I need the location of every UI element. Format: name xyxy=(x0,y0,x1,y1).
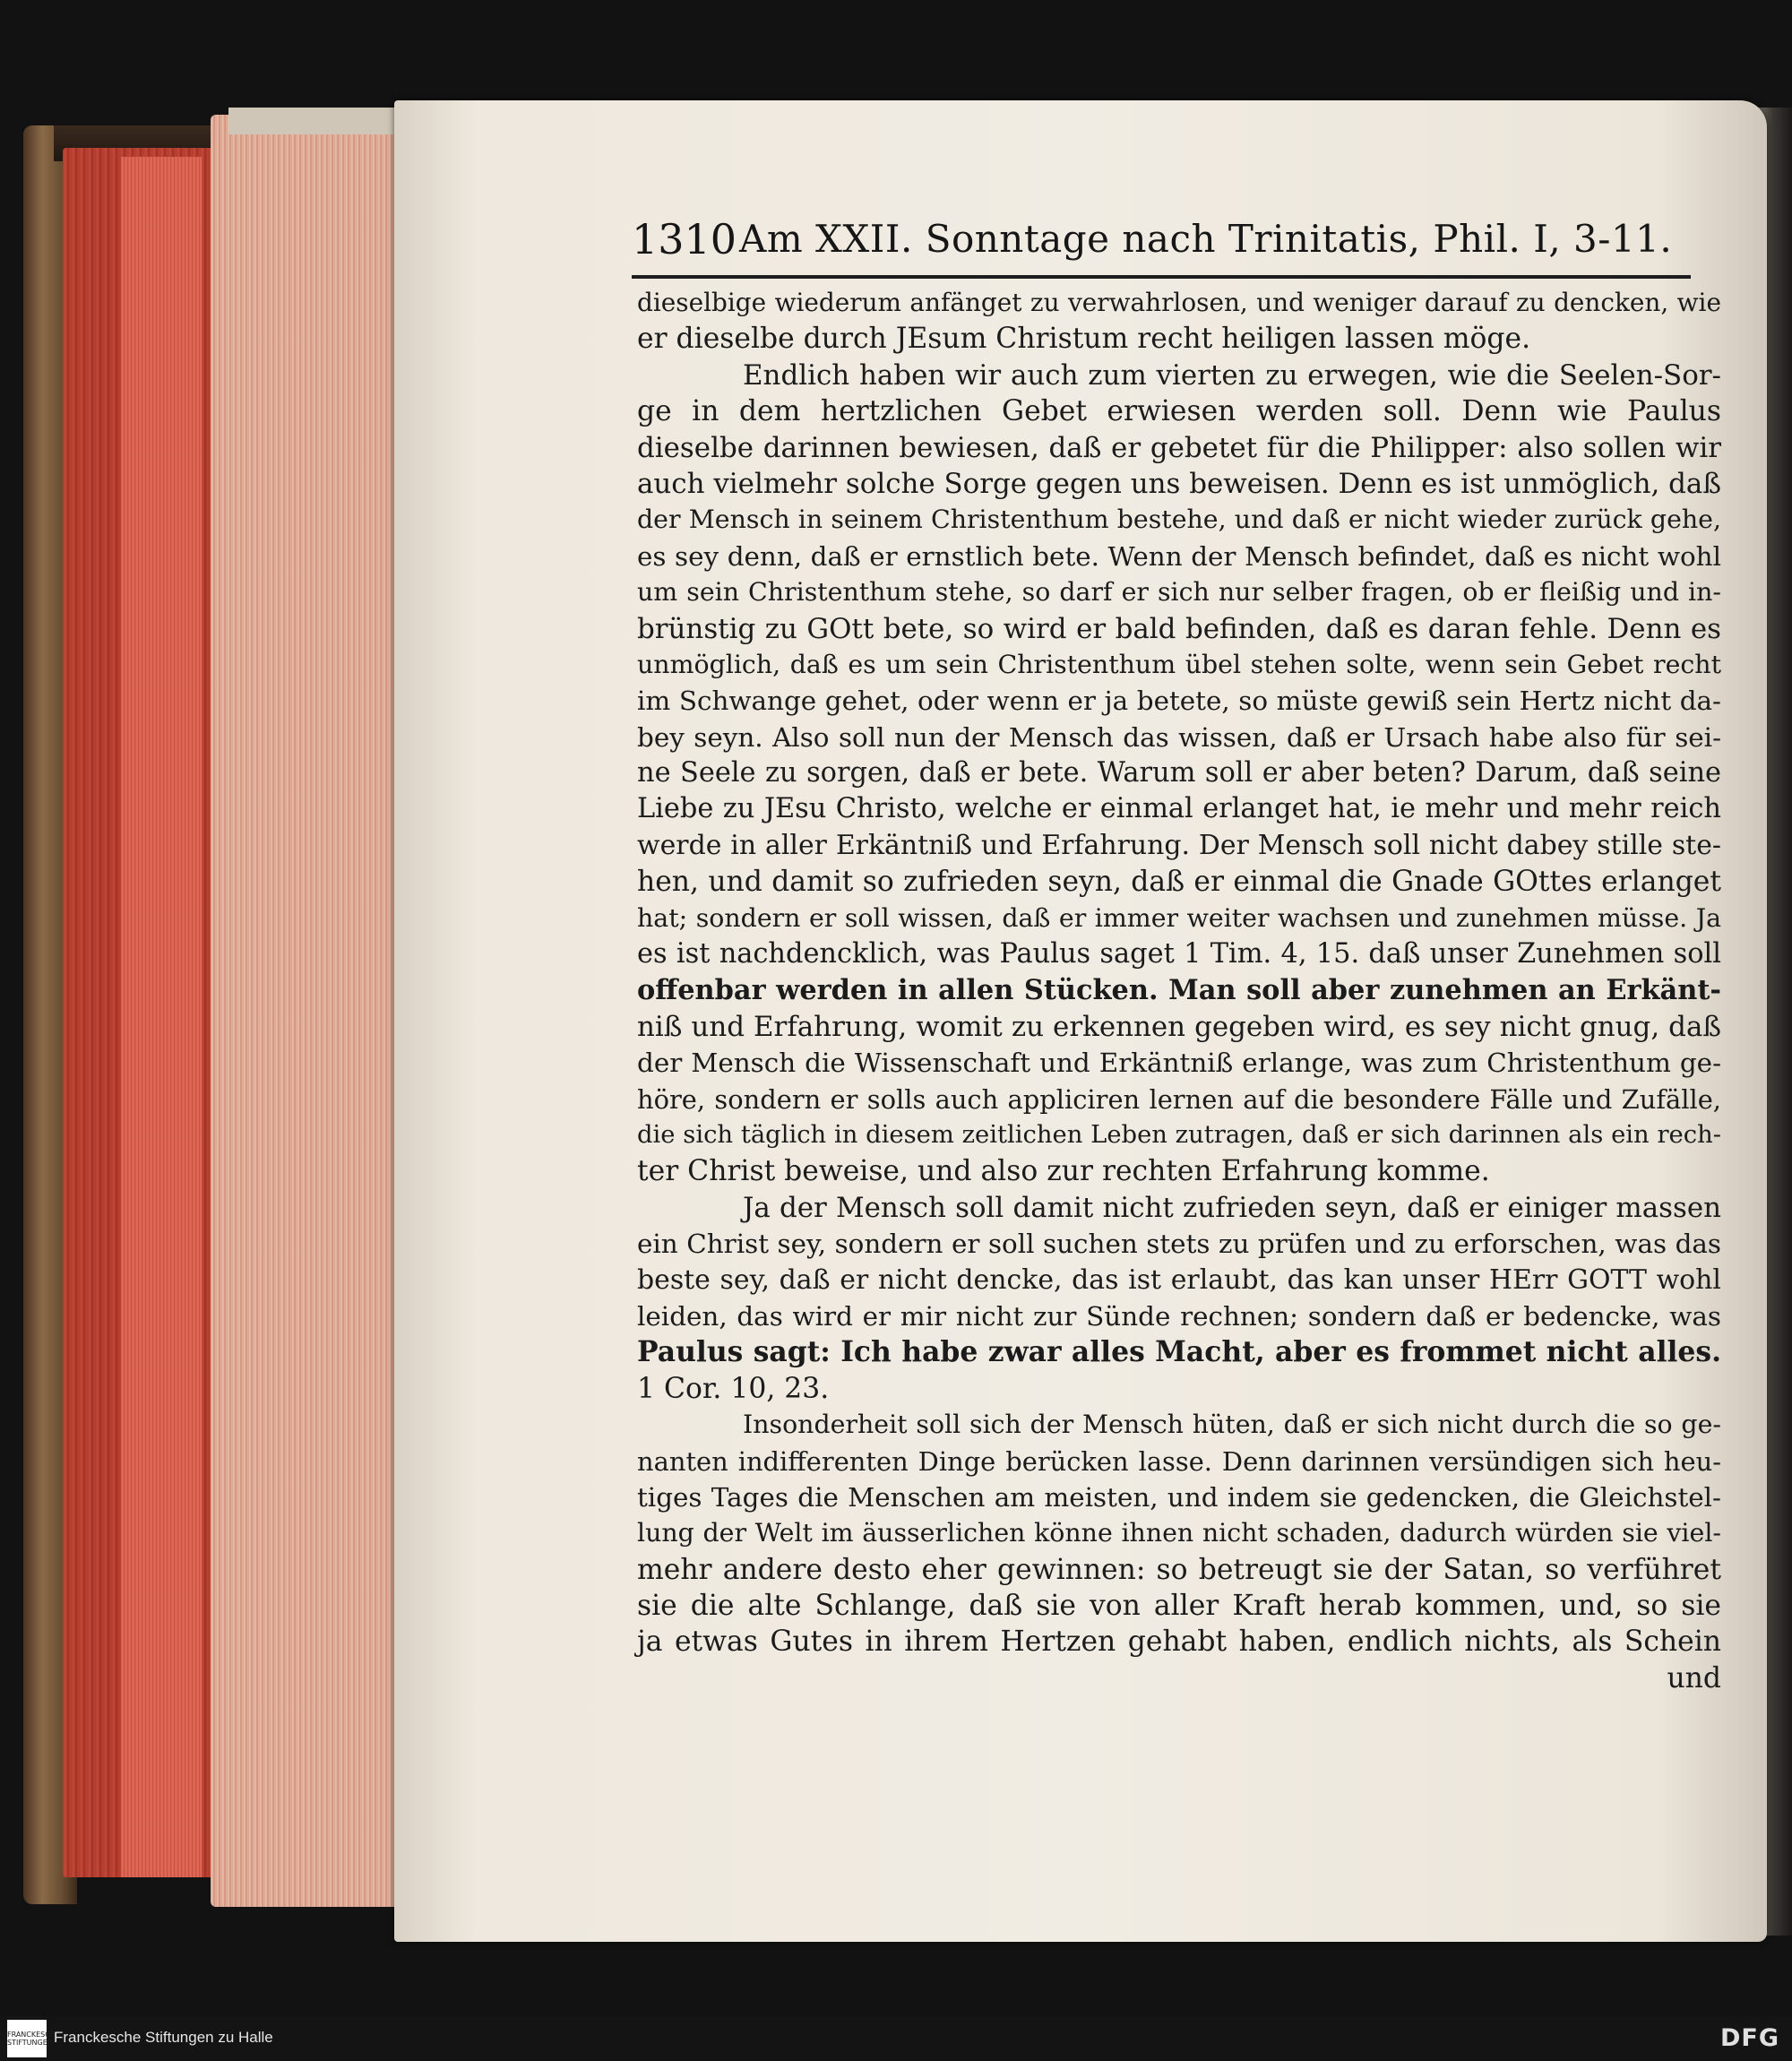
text-line: ein Christ sey, sondern er soll suchen stets zu prüfen und zu erforschen, was das xyxy=(637,1229,1721,1260)
running-header xyxy=(632,211,1691,279)
text-line: niß und Erfahrung, womit zu erkennen gegeben wird, es sey nicht gnug, daß xyxy=(637,1010,1721,1043)
dfg-logo[interactable]: DFG xyxy=(1719,2024,1779,2052)
text-line: er dieselbe durch JEsum Christum recht heiligen lassen möge. xyxy=(637,323,1531,356)
red-page-edges-inner xyxy=(121,157,202,1877)
stacked-page-edges xyxy=(211,115,399,1907)
text-line: sie die alte Schlange, daß sie von aller Kraft herab kommen, und, so sie xyxy=(637,1590,1721,1623)
text-line: hat; sondern er soll wissen, daß er immer weiter wachsen und zunehmen müsse. Ja xyxy=(637,902,1721,933)
text-line: um sein Christenthum stehe, so darf er sich nur selber fragen, ob er fleißig und in- xyxy=(637,577,1721,608)
running-title: Am XXII. Sonntage nach Trinitatis, Phil. I, 3-11. xyxy=(739,217,1673,261)
text-line: der Mensch die Wissenschaft und Erkäntniß erlange, was zum Christenthum ge- xyxy=(637,1048,1721,1079)
institution-logo[interactable] xyxy=(7,2020,60,2057)
text-line: nanten indifferenten Dinge berücken lasse. Denn darinnen versündigen sich heu- xyxy=(637,1445,1721,1477)
text-line: dieselbe darinnen bewiesen, daß er gebetet für die Philipper: also sollen wir xyxy=(637,431,1721,464)
text-line: dieselbige wiederum anfänget zu verwahrlosen, und weniger darauf zu dencken, wie xyxy=(637,288,1721,317)
text-line: auch vielmehr solche Sorge gegen uns beweisen. Denn es ist unmöglich, daß xyxy=(637,467,1721,500)
text-line: höre, sondern er solls auch appliciren lernen auf die besondere Fälle und Zufälle, xyxy=(637,1083,1721,1115)
stacked-page-top xyxy=(228,108,408,134)
text-line: der Mensch in seinem Christenthum bestehe, und daß er nicht wieder zurück gehe, xyxy=(637,504,1721,535)
text-line: im Schwange gehet, oder wenn er ja betete, so müste gewiß sein Hertz nicht da- xyxy=(637,686,1721,717)
text-line: beste sey, daß er nicht dencke, das ist erlaubt, das kan unser HErr GOTT wohl xyxy=(637,1263,1721,1296)
text-line: leiden, das wird er mir nicht zur Sünde rechnen; sondern daß er bedencke, was xyxy=(637,1300,1721,1332)
text-line: ja etwas Gutes in ihrem Hertzen gehabt haben, endlich nichts, als Schein xyxy=(637,1626,1721,1659)
page-body-text xyxy=(637,285,1721,1696)
text-line: Paulus sagt: Ich habe zwar alles Macht, aber es frommet nicht alles. xyxy=(637,1336,1721,1369)
text-line: Insonderheit soll sich der Mensch hüten, daß er sich nicht durch die so ge- xyxy=(743,1410,1721,1440)
text-line: es ist nachdencklich, was Paulus saget 1 Tim. 4, 15. daß unser Zunehmen soll xyxy=(637,938,1721,970)
text-line: ne Seele zu sorgen, daß er bete. Warum soll er aber beten? Darum, daß seine xyxy=(637,757,1721,789)
institution-name: Franckesche Stiftungen zu Halle xyxy=(54,2029,273,2046)
page-number: 1310 xyxy=(632,215,737,263)
text-line: die sich täglich in diesem zeitlichen Leben zutragen, daß er sich darinnen als ein rech- xyxy=(637,1120,1721,1149)
text-line: es sey denn, daß er ernstlich bete. Wenn der Mensch befindet, daß es nicht wohl xyxy=(637,540,1721,572)
text-line: ge in dem hertzlichen Gebet erwiesen werden soll. Denn wie Paulus xyxy=(637,395,1721,428)
text-line: brünstig zu GOtt bete, so wird er bald befinden, daß es daran fehle. Denn es xyxy=(637,612,1721,645)
text-line: werde in aller Erkäntniß und Erfahrung. Der Mensch soll nicht dabey stille ste- xyxy=(637,829,1721,861)
text-line: ter Christ beweise, und also zur rechten Erfahrung komme. xyxy=(637,1155,1490,1188)
text-line: lung der Welt im äusserlichen könne ihnen nicht schaden, dadurch würden sie viel- xyxy=(637,1518,1721,1548)
catchword: und xyxy=(1667,1661,1721,1695)
text-line: bey seyn. Also soll nun der Mensch das wissen, daß er Ursach habe also für sei- xyxy=(637,721,1721,753)
text-line: mehr andere desto eher gewinnen: so betreugt sie der Satan, so verführet xyxy=(637,1553,1721,1586)
text-line: hen, und damit so zufrieden seyn, daß er einmal die Gnade GOttes erlanget xyxy=(637,866,1721,899)
text-line: Liebe zu JEsu Christo, welche er einmal erlanget hat, ie mehr und mehr reich xyxy=(637,793,1721,825)
institution-logo-text: FRANCKESCHE STIFTUNGEN xyxy=(7,2030,60,2047)
text-line: tiges Tages die Menschen am meisten, und indem sie gedencken, die Gleichstel- xyxy=(637,1481,1721,1513)
viewer-footer-bar xyxy=(0,2016,1792,2061)
text-line: unmöglich, daß es um sein Christenthum übel stehen solte, wenn sein Gebet recht xyxy=(637,649,1721,679)
text-line: Ja der Mensch soll damit nicht zufrieden seyn, daß er einiger massen xyxy=(743,1191,1721,1224)
text-line: offenbar werden in allen Stücken. Man soll aber zunehmen an Erkänt- xyxy=(637,974,1721,1007)
text-line: Endlich haben wir auch zum vierten zu erwegen, wie die Seelen-Sor- xyxy=(743,358,1721,392)
text-line: 1 Cor. 10, 23. xyxy=(637,1372,830,1405)
